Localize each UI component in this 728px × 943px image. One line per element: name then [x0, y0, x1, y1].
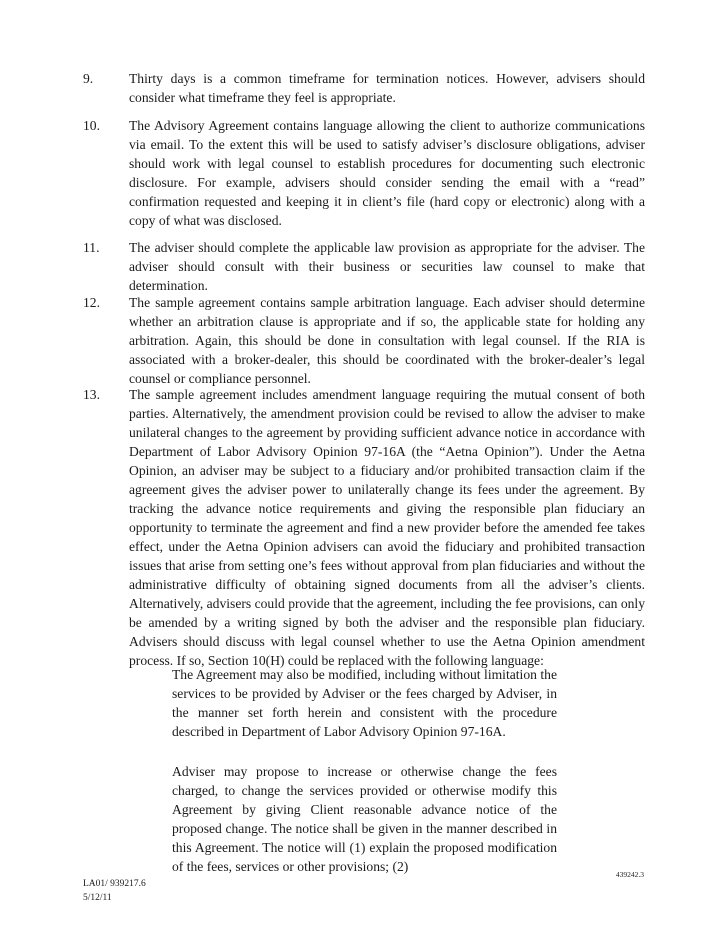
item-number: 12. — [83, 295, 100, 310]
item-number: 13. — [83, 387, 100, 402]
note-item-13 — [83, 385, 645, 670]
block-quote-1: The Agreement may also be modified, including without limitation the services to be provided by Adviser or the fees charged by Adviser, in the manner set forth herein and consistent with the procedure described in Department of Labor Advisory Opinion 97-16A. — [172, 667, 557, 739]
block-quote-2: Adviser may propose to increase or otherwise change the fees charged, to change the services provided or otherwise modify this Agreement by giving Client reasonable advance notice of the proposed change. The notice shall be given in the manner described in this Agreement. The notice will (1) explain the proposed modification of the fees, services or other provisions; (2) — [172, 764, 557, 874]
item-text: Thirty days is a common timeframe for termination notices. However, advisers should consider what timeframe they feel is appropriate. — [129, 71, 645, 105]
note-item-9 — [83, 69, 645, 107]
item-number: 11. — [83, 240, 100, 255]
note-item-11 — [83, 238, 645, 295]
item-text: The sample agreement contains sample arbitration language. Each adviser should determine whether an arbitration clause is appropriate and if so, the applicable state for holding any arbitration. Again, this should be done in consultation with legal counsel. If the RIA is associated with a broker-dealer, this should be coordinated with the broker-dealer’s legal counsel or compliance personnel. — [129, 295, 645, 386]
note-item-10 — [83, 116, 645, 230]
footer-date: 5/12/11 — [83, 893, 112, 903]
item-number: 9. — [83, 71, 94, 86]
document-id: 439242.3 — [615, 870, 644, 879]
item-text: The adviser should complete the applicable law provision as appropriate for the adviser. The adviser should consult with their business or securities law counsel to make that determination. — [129, 240, 645, 293]
note-item-12 — [83, 293, 645, 388]
item-number: 10. — [83, 118, 100, 133]
item-text: The sample agreement includes amendment language requiring the mutual consent of both parties. Alternatively, the amendment provision could be revised to allow the adviser to make unilateral changes to the agreement by providing sufficient advance notice in accordance with Department of Labor Advisory Opinion 97-16A (the “Aetna Opinion”). Under the Aetna Opinion, an adviser may be subject to a fiduciary and/or prohibited transaction claim if the agreement gives the adviser power to unilaterally change its fees under the agreement. By tracking the advance notice requirements and giving the responsible plan fiduciary an opportunity to terminate the agreement and find a new provider before the amended fee takes effect, under the Aetna Opinion advisers can avoid the fiduciary and prohibited transaction issues that arise from setting one’s fees without approval from plan fiduciaries and without the administrative difficulty of obtaining signed documents from all the adviser’s clients. Alternatively, advisers could provide that the agreement, including the fee provisions, can only be amended by a writing signed by both the adviser and the responsible plan fiduciary. Advisers should discuss with legal counsel whether to use the Aetna Opinion amendment process. If so, Section 10(H) could be replaced with the following language: — [129, 387, 645, 668]
footer-doc-number: LA01/ 939217.6 — [83, 879, 146, 889]
item-text: The Advisory Agreement contains language allowing the client to authorize communications via email. To the extent this will be used to satisfy adviser’s disclosure obligations, adviser should work with legal counsel to establish procedures for documenting such electronic disclosure. For example, advisers should consider sending the email with a “read” confirmation requested and keeping it in client’s file (hard copy or electronic) along with a copy of what was disclosed. — [129, 118, 645, 228]
page-footer — [83, 877, 146, 905]
